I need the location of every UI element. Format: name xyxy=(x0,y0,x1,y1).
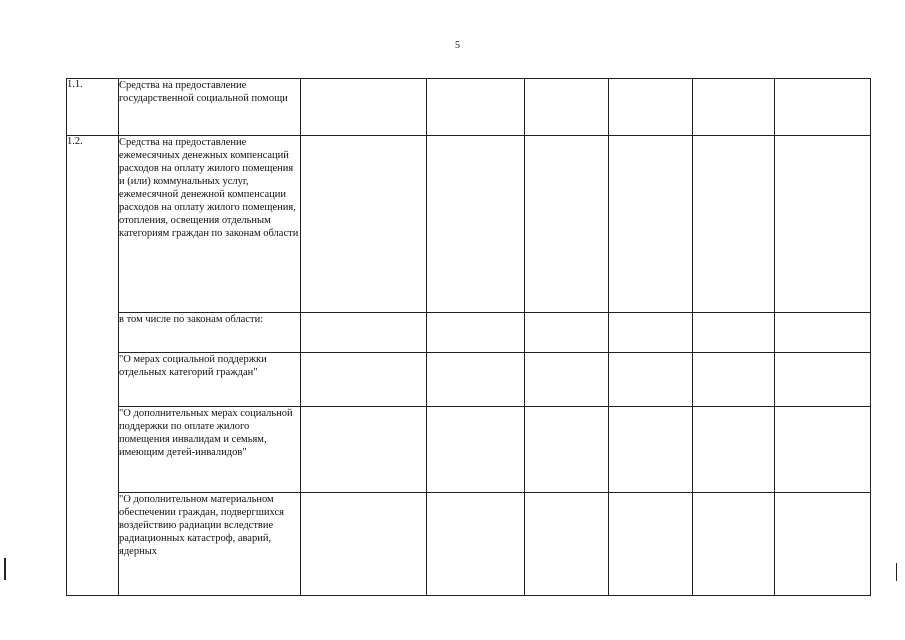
row-number: 1.1. xyxy=(67,79,119,136)
table-row xyxy=(67,353,871,407)
table-cell xyxy=(693,313,775,353)
table-cell xyxy=(301,79,427,136)
table-cell xyxy=(775,493,871,596)
table-cell xyxy=(525,493,609,596)
table-cell xyxy=(301,136,427,313)
table-cell xyxy=(775,136,871,313)
table-cell xyxy=(525,79,609,136)
table-cell xyxy=(525,353,609,407)
table-cell xyxy=(427,313,525,353)
table-cell xyxy=(427,136,525,313)
scan-margin-mark-right xyxy=(896,563,897,581)
row-description: "О дополнительных мерах социальной поддержки по оплате жилого помещения инвалидам и семьям, имеющим детей-инвалидов" xyxy=(119,407,301,493)
page-number: 5 xyxy=(455,40,460,51)
table-cell xyxy=(427,79,525,136)
row-description: в том числе по законам области: xyxy=(119,313,301,353)
table-cell xyxy=(609,79,693,136)
table-cell xyxy=(775,313,871,353)
table-cell xyxy=(693,407,775,493)
row-description: "О мерах социальной поддержки отдельных категорий граждан" xyxy=(119,353,301,407)
table-cell xyxy=(301,493,427,596)
table-cell xyxy=(693,79,775,136)
table-cell xyxy=(427,407,525,493)
table-cell xyxy=(301,407,427,493)
table-cell xyxy=(609,313,693,353)
table-cell xyxy=(693,136,775,313)
row-description: "О дополнительном материальном обеспечении граждан, подвергшихся воздействию радиации вследствие радиационных катастроф, аварий, ядерных xyxy=(119,493,301,596)
table-row xyxy=(67,493,871,596)
table-cell xyxy=(301,313,427,353)
table-cell xyxy=(525,407,609,493)
table-row xyxy=(67,407,871,493)
table-cell xyxy=(609,407,693,493)
budget-table xyxy=(66,78,871,596)
table-cell xyxy=(609,136,693,313)
table-cell xyxy=(775,407,871,493)
table-cell xyxy=(693,493,775,596)
row-number: 1.2. xyxy=(67,136,119,596)
table-cell xyxy=(301,353,427,407)
table-row xyxy=(67,79,871,136)
table-cell xyxy=(775,353,871,407)
table-cell xyxy=(525,136,609,313)
table-row xyxy=(67,136,871,313)
scan-margin-mark-left xyxy=(4,558,6,580)
table-row xyxy=(67,313,871,353)
table-cell xyxy=(427,353,525,407)
table-cell xyxy=(427,493,525,596)
row-description: Средства на предоставление государственной социальной помощи xyxy=(119,79,301,136)
table-cell xyxy=(693,353,775,407)
row-description: Средства на предоставление ежемесячных денежных компенсаций расходов на оплату жилого помещения и (или) коммунальных услуг, ежемесячной денежной компенсации расходов на оплату жилого помещения, отопления, освещения отдельным категориям граждан по законам области xyxy=(119,136,301,313)
table-cell xyxy=(609,353,693,407)
table-cell xyxy=(609,493,693,596)
table-cell xyxy=(775,79,871,136)
table-cell xyxy=(525,313,609,353)
